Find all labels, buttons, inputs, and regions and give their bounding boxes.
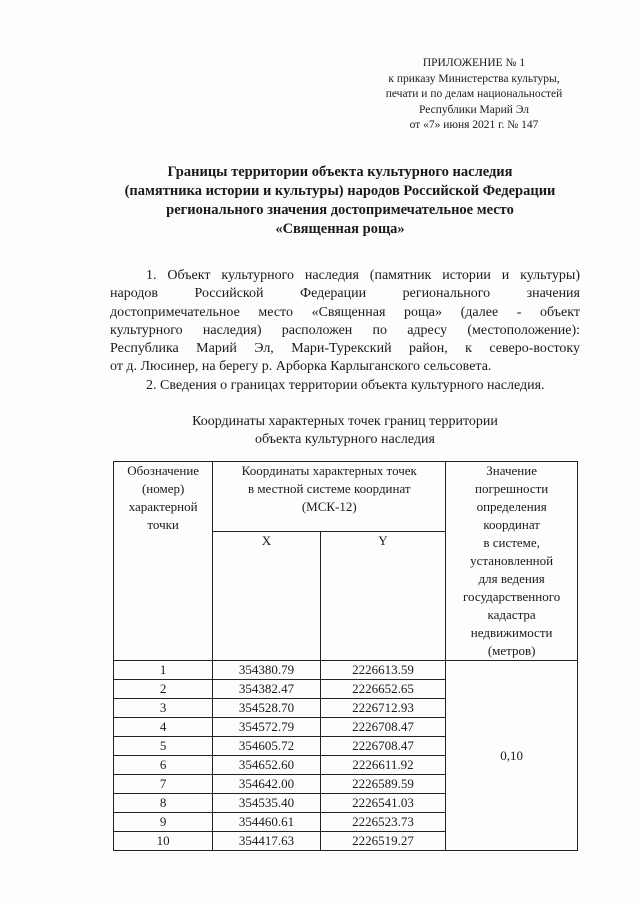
point-number: 6 bbox=[114, 756, 213, 775]
coord-y: 2226652.65 bbox=[320, 680, 446, 699]
annex-line: печати и по делам национальностей bbox=[385, 88, 563, 100]
point-number: 1 bbox=[114, 661, 213, 680]
annex-header bbox=[368, 56, 580, 134]
annex-line: ПРИЛОЖЕНИЕ № 1 bbox=[422, 57, 526, 69]
annex-line: Республики Марий Эл bbox=[418, 103, 529, 116]
point-number: 5 bbox=[114, 737, 213, 756]
coord-x: 354535.40 bbox=[213, 794, 320, 813]
title-line: Границы территории объекта культурного наследия bbox=[167, 164, 513, 180]
annex-line: от «7» июня 2021 г. № 147 bbox=[409, 119, 539, 131]
point-number: 4 bbox=[114, 718, 213, 737]
caption-line: объекта культурного наследия bbox=[255, 432, 435, 447]
table-header-row bbox=[114, 462, 578, 532]
header-point-number: Обозначение (номер) характерной точки bbox=[114, 462, 213, 661]
body-text bbox=[110, 267, 580, 395]
coordinates-table bbox=[113, 461, 578, 851]
point-number: 7 bbox=[114, 775, 213, 794]
coord-x: 354528.70 bbox=[213, 699, 320, 718]
coord-y: 2226611.92 bbox=[320, 756, 446, 775]
coord-y: 2226712.93 bbox=[320, 699, 446, 718]
coord-y: 2226541.03 bbox=[320, 794, 446, 813]
coord-x: 354417.63 bbox=[213, 832, 320, 851]
coord-x: 354460.61 bbox=[213, 813, 320, 832]
coord-x: 354382.47 bbox=[213, 680, 320, 699]
header-x: X bbox=[213, 532, 320, 661]
annex-line: к приказу Министерства культуры, bbox=[388, 72, 560, 85]
paragraph-1-line: Республика Марий Эл, Мари-Турекский район, к северо-востоку bbox=[110, 341, 580, 357]
header-y: Y bbox=[320, 532, 446, 661]
point-number: 3 bbox=[114, 699, 213, 718]
document-title bbox=[90, 163, 590, 239]
header-coordinates: Координаты характерных точек в местной системе координат (МСК-12) bbox=[213, 462, 446, 532]
coord-y: 2226708.47 bbox=[320, 718, 446, 737]
paragraph-1-line: 1. Объект культурного наследия (памятник истории и культуры) bbox=[146, 268, 580, 283]
coord-y: 2226708.47 bbox=[320, 737, 446, 756]
paragraph-1-line: от д. Люсинер, на берегу р. Арборка Карлыганского сельсовета. bbox=[110, 359, 492, 375]
coord-x: 354380.79 bbox=[213, 661, 320, 680]
paragraph-2: 2. Сведения о границах территории объекта культурного наследия. bbox=[146, 377, 545, 393]
point-number: 2 bbox=[114, 680, 213, 699]
coord-y: 2226519.27 bbox=[320, 832, 446, 851]
point-number: 9 bbox=[114, 813, 213, 832]
coord-y: 2226613.59 bbox=[320, 661, 446, 680]
title-line: (памятника истории и культуры) народов Российской Федерации bbox=[124, 183, 556, 199]
coord-x: 354572.79 bbox=[213, 718, 320, 737]
point-number: 8 bbox=[114, 794, 213, 813]
paragraph-1-line: достопримечательное место «Священная роща» (далее - объект bbox=[110, 304, 580, 320]
caption-line: Координаты характерных точек границ территории bbox=[192, 414, 498, 429]
coord-x: 354642.00 bbox=[213, 775, 320, 794]
coord-x: 354652.60 bbox=[213, 756, 320, 775]
accuracy-value: 0,10 bbox=[446, 661, 578, 851]
paragraph-1-line: народов Российской Федерации регионального значения bbox=[110, 286, 580, 302]
title-line: «Священная роща» bbox=[275, 221, 405, 237]
table-row bbox=[114, 661, 578, 680]
table-caption bbox=[110, 413, 580, 449]
coord-x: 354605.72 bbox=[213, 737, 320, 756]
coord-y: 2226523.73 bbox=[320, 813, 446, 832]
title-line: регионального значения достопримечательное место bbox=[166, 202, 514, 218]
paragraph-1-line: культурного наследия) расположен по адресу (местоположение): bbox=[110, 322, 580, 338]
point-number: 10 bbox=[114, 832, 213, 851]
coord-y: 2226589.59 bbox=[320, 775, 446, 794]
header-accuracy: Значение погрешности определения координат в системе, установленной для ведения государственного кадастра недвижимости (метров) bbox=[446, 462, 578, 661]
